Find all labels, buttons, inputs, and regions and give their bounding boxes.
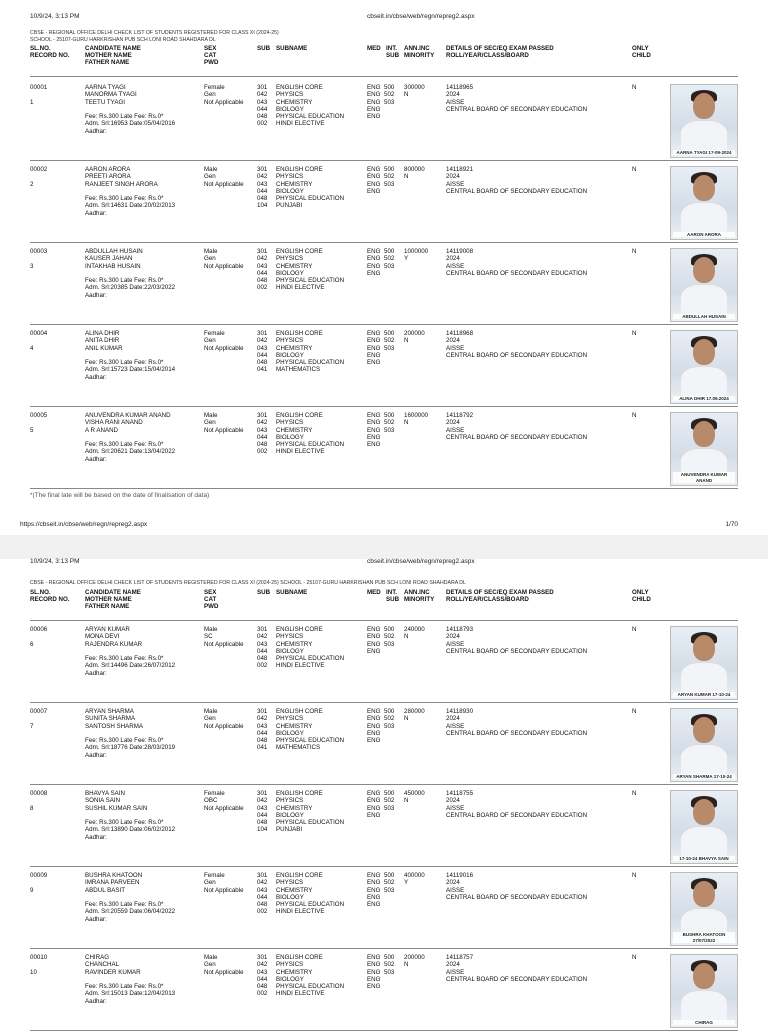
header-divider <box>30 76 738 77</box>
serial-number: 00005 5 <box>30 412 48 434</box>
sex-cat-pwd: Male SC Not Applicable <box>204 626 244 648</box>
exam-passed-details: 14118921 2024 AISSE CENTRAL BOARD OF SECONDARY EDUCATION <box>446 166 588 195</box>
sex-cat-pwd: Male Gen Not Applicable <box>204 708 244 730</box>
subject-codes: 301 042 043 044 048 041 <box>257 330 268 374</box>
subject-names: ENGLISH CORE PHYSICS CHEMISTRY BIOLOGY PHYSICAL EDUCATION PUNJABI <box>276 790 345 834</box>
sex-cat-pwd: Female Gen Not Applicable <box>204 330 244 352</box>
subject-codes: 301 042 043 044 048 104 <box>257 166 268 210</box>
photo-caption: ABDULLAH HUSAIN <box>673 314 735 320</box>
record-divider <box>30 242 738 243</box>
record-divider <box>30 948 738 949</box>
student-record <box>30 166 738 240</box>
candidate-details: ARYAN SHARMA SUNITA SHARMA SANTOSH SHARMA Fee: Rs.300 Late Fee: Rs.0* Adm. Srl:18776 Date:28/03/2019 Aadhar: <box>85 708 176 759</box>
report-title-line2: SCHOOL - 25107-GURU HARKRISHAN PUB SCH LONI ROAD SHAHDARA DL <box>30 37 216 43</box>
internal-subjects: 500 502 503 <box>384 166 395 188</box>
print-datetime: 10/9/24, 3:13 PM <box>30 13 80 20</box>
candidate-details: ABDULLAH HUSAIN KAUSER JAHAN INTAKHAB HUSAIN Fee: Rs.300 Late Fee: Rs.0* Adm. Srl:20385 Date:22/03/2022 Aadhar: <box>85 248 176 299</box>
student-record <box>30 248 738 322</box>
exam-passed-details: 14118930 2024 AISSE CENTRAL BOARD OF SECONDARY EDUCATION <box>446 708 588 737</box>
only-child: N <box>632 872 637 879</box>
subject-codes: 301 042 043 044 048 002 <box>257 626 268 670</box>
subject-names: ENGLISH CORE PHYSICS CHEMISTRY BIOLOGY PHYSICAL EDUCATION HINDI ELECTIVE <box>276 954 345 998</box>
subject-names: ENGLISH CORE PHYSICS CHEMISTRY BIOLOGY PHYSICAL EDUCATION HINDI ELECTIVE <box>276 248 345 292</box>
candidate-details: ALINA DHIR ANITA DHIR ANIL KUMAR Fee: Rs.300 Late Fee: Rs.0* Adm. Srl:15723 Date:15/04/2014 Aadhar: <box>85 330 176 381</box>
student-record <box>30 872 738 946</box>
record-divider <box>30 488 738 489</box>
photo-caption: AARON ARORA <box>673 232 735 238</box>
subject-codes: 301 042 043 044 048 002 <box>257 84 268 128</box>
student-photo <box>670 954 738 1028</box>
subject-names: ENGLISH CORE PHYSICS CHEMISTRY BIOLOGY PHYSICAL EDUCATION HINDI ELECTIVE <box>276 412 345 456</box>
student-photo <box>670 166 738 240</box>
student-photo <box>670 248 738 322</box>
serial-number: 00010 10 <box>30 954 48 976</box>
internal-subjects: 500 502 503 <box>384 330 395 352</box>
photo-caption: BUSHRA KHATOON 27/07/2022 <box>673 932 735 943</box>
medium: ENG ENG ENG ENG ENG <box>367 872 381 909</box>
medium: ENG ENG ENG ENG <box>367 790 381 819</box>
internal-subjects: 500 502 503 <box>384 872 395 894</box>
print-url: cbseit.in/cbse/web/regn/repreg2.aspx <box>367 13 475 20</box>
record-divider <box>30 324 738 325</box>
student-photo <box>670 626 738 700</box>
income-minority: 800000 N <box>404 166 425 181</box>
candidate-details: BUSHRA KHATOON IMRANA PARVEEN ABDUL BASIT Fee: Rs.300 Late Fee: Rs.0* Adm. Srl:20559 Date:06/04/2022 Aadhar: <box>85 872 176 923</box>
exam-passed-details: 14118965 2024 AISSE CENTRAL BOARD OF SECONDARY EDUCATION <box>446 84 588 113</box>
photo-caption: ALINA DHIR 17.09.2024 <box>673 396 735 402</box>
photo-caption: 17-10-24 BHAVYA SAIN <box>673 856 735 862</box>
medium: ENG ENG ENG ENG ENG <box>367 412 381 449</box>
record-divider <box>30 406 738 407</box>
income-minority: 300000 N <box>404 84 425 99</box>
photo-caption: ARYAN SHARMA 17-10-24 <box>673 774 735 780</box>
internal-subjects: 500 502 503 <box>384 84 395 106</box>
student-record <box>30 954 738 1028</box>
income-minority: 240000 N <box>404 626 425 641</box>
subject-names: ENGLISH CORE PHYSICS CHEMISTRY BIOLOGY PHYSICAL EDUCATION HINDI ELECTIVE <box>276 872 345 916</box>
record-divider <box>30 702 738 703</box>
sex-cat-pwd: Male Gen Not Applicable <box>204 954 244 976</box>
internal-subjects: 500 502 503 <box>384 954 395 976</box>
medium: ENG ENG ENG ENG <box>367 166 381 195</box>
page-separator <box>0 535 768 559</box>
late-fee-note: *(The final late will be based on the date of finalisation of data) <box>30 492 210 499</box>
subject-codes: 301 042 043 044 048 002 <box>257 954 268 998</box>
student-record <box>30 626 738 700</box>
subject-names: ENGLISH CORE PHYSICS CHEMISTRY BIOLOGY PHYSICAL EDUCATION HINDI ELECTIVE <box>276 626 345 670</box>
candidate-details: BHAVYA SAIN SONIA SAIN SUSHIL KUMAR SAIN Fee: Rs.300 Late Fee: Rs.0* Adm. Srl:13890 Date:06/02/2012 Aadhar: <box>85 790 176 841</box>
student-photo <box>670 412 738 486</box>
student-record <box>30 790 738 864</box>
income-minority: 400000 Y <box>404 872 425 887</box>
internal-subjects: 500 502 503 <box>384 248 395 270</box>
subject-codes: 301 042 043 044 048 041 <box>257 708 268 752</box>
photo-caption: ARYAN KUMAR 17-10-24 <box>673 692 735 698</box>
subject-names: ENGLISH CORE PHYSICS CHEMISTRY BIOLOGY PHYSICAL EDUCATION PUNJABI <box>276 166 345 210</box>
student-record <box>30 708 738 782</box>
medium: ENG ENG ENG ENG ENG <box>367 84 381 121</box>
header-divider-2 <box>30 620 738 621</box>
student-record <box>30 330 738 404</box>
exam-passed-details: 14118792 2024 AISSE CENTRAL BOARD OF SECONDARY EDUCATION <box>446 412 588 441</box>
income-minority: 200000 N <box>404 330 425 345</box>
candidate-details: CHIRAG CHANCHAL RAVINDER KUMAR Fee: Rs.300 Late Fee: Rs.0* Adm. Srl:15013 Date:12/04/2013 Aadhar: <box>85 954 176 1005</box>
report-title-line1: CBSE - REGIONAL OFFICE DELHI CHECK LIST OF STUDENTS REGISTERED FOR CLASS XI (2024-25) <box>30 30 279 36</box>
report-title-page2: CBSE - REGIONAL OFFICE DELHI CHECK LIST OF STUDENTS REGISTERED FOR CLASS XI (2024-25) SCHOOL - 25107-GURU HARKRISHAN PUB SCH LONI ROAD SHAHDARA DL <box>30 580 466 586</box>
only-child: N <box>632 330 637 337</box>
internal-subjects: 500 502 503 <box>384 626 395 648</box>
serial-number: 00003 3 <box>30 248 48 270</box>
internal-subjects: 500 502 503 <box>384 412 395 434</box>
exam-passed-details: 14118755 2024 AISSE CENTRAL BOARD OF SECONDARY EDUCATION <box>446 790 588 819</box>
medium: ENG ENG ENG ENG ENG <box>367 954 381 991</box>
print-footer-url: https://cbseit.in/cbse/web/regn/repreg2.aspx <box>20 521 148 528</box>
sex-cat-pwd: Female OBC Not Applicable <box>204 790 244 812</box>
medium: ENG ENG ENG ENG <box>367 248 381 277</box>
exam-passed-details: 14118793 2024 AISSE CENTRAL BOARD OF SECONDARY EDUCATION <box>446 626 588 655</box>
student-photo <box>670 872 738 946</box>
sex-cat-pwd: Female Gen Not Applicable <box>204 84 244 106</box>
student-photo <box>670 84 738 158</box>
medium: ENG ENG ENG ENG ENG <box>367 330 381 367</box>
student-record <box>30 412 738 486</box>
record-divider <box>30 866 738 867</box>
medium: ENG ENG ENG ENG ENG <box>367 708 381 745</box>
medium: ENG ENG ENG ENG <box>367 626 381 655</box>
subject-codes: 301 042 043 044 048 002 <box>257 872 268 916</box>
only-child: N <box>632 790 637 797</box>
serial-number: 00001 1 <box>30 84 48 106</box>
subject-codes: 301 042 043 044 048 002 <box>257 248 268 292</box>
subject-names: ENGLISH CORE PHYSICS CHEMISTRY BIOLOGY PHYSICAL EDUCATION MATHEMATICS <box>276 330 345 374</box>
only-child: N <box>632 84 637 91</box>
student-photo <box>670 330 738 404</box>
sex-cat-pwd: Female Gen Not Applicable <box>204 872 244 894</box>
serial-number: 00009 9 <box>30 872 48 894</box>
sex-cat-pwd: Male Gen Not Applicable <box>204 412 244 434</box>
internal-subjects: 500 502 503 <box>384 790 395 812</box>
income-minority: 280000 N <box>404 708 425 723</box>
internal-subjects: 500 502 503 <box>384 708 395 730</box>
student-record <box>30 84 738 158</box>
candidate-details: ARYAN KUMAR MONA DEVI RAJENDRA KUMAR Fee: Rs.300 Late Fee: Rs.0* Adm. Srl:14496 Date:26/07/2012 Aadhar: <box>85 626 176 677</box>
only-child: N <box>632 954 637 961</box>
subject-codes: 301 042 043 044 048 104 <box>257 790 268 834</box>
candidate-details: AARON ARORA PREETI ARORA RANJEET SINGH ARORA Fee: Rs.300 Late Fee: Rs.0* Adm. Srl:14631 Date:20/02/2013 Aadhar: <box>85 166 176 217</box>
exam-passed-details: 14119008 2024 AISSE CENTRAL BOARD OF SECONDARY EDUCATION <box>446 248 588 277</box>
subject-names: ENGLISH CORE PHYSICS CHEMISTRY BIOLOGY PHYSICAL EDUCATION MATHEMATICS <box>276 708 345 752</box>
exam-passed-details: 14118757 2024 AISSE CENTRAL BOARD OF SECONDARY EDUCATION <box>446 954 588 983</box>
photo-caption: AARNA TYAGI 17-09-2024 <box>673 150 735 156</box>
serial-number: 00006 6 <box>30 626 48 648</box>
serial-number: 00008 8 <box>30 790 48 812</box>
candidate-details: ANUVENDRA KUMAR ANAND VISHA RANI ANAND A R ANAND Fee: Rs.300 Late Fee: Rs.0* Adm. Srl:20621 Date:13/04/2022 Aadhar: <box>85 412 176 463</box>
only-child: N <box>632 248 637 255</box>
exam-passed-details: 14119016 2024 AISSE CENTRAL BOARD OF SECONDARY EDUCATION <box>446 872 588 901</box>
only-child: N <box>632 412 637 419</box>
photo-caption: CHIRAG <box>673 1020 735 1026</box>
income-minority: 1600000 N <box>404 412 429 427</box>
record-divider <box>30 160 738 161</box>
income-minority: 450000 N <box>404 790 425 805</box>
sex-cat-pwd: Male Gen Not Applicable <box>204 248 244 270</box>
serial-number: 00007 7 <box>30 708 48 730</box>
only-child: N <box>632 166 637 173</box>
record-divider <box>30 784 738 785</box>
sex-cat-pwd: Male Gen Not Applicable <box>204 166 244 188</box>
only-child: N <box>632 626 637 633</box>
only-child: N <box>632 708 637 715</box>
page-number: 1/70 <box>725 521 738 528</box>
serial-number: 00002 2 <box>30 166 48 188</box>
serial-number: 00004 4 <box>30 330 48 352</box>
subject-names: ENGLISH CORE PHYSICS CHEMISTRY BIOLOGY PHYSICAL EDUCATION HINDI ELECTIVE <box>276 84 345 128</box>
student-photo <box>670 790 738 864</box>
student-photo <box>670 708 738 782</box>
photo-caption: ANUVENDRA KUMAR ANAND <box>673 472 735 483</box>
exam-passed-details: 14118968 2024 AISSE CENTRAL BOARD OF SECONDARY EDUCATION <box>446 330 588 359</box>
income-minority: 1000000 Y <box>404 248 429 263</box>
income-minority: 200000 N <box>404 954 425 969</box>
subject-codes: 301 042 043 044 048 002 <box>257 412 268 456</box>
candidate-details: AARNA TYAGI MANORMA TYAGI TEETU TYAGI Fee: Rs.300 Late Fee: Rs.0* Adm. Srl:16953 Date:05/04/2016 Aadhar: <box>85 84 176 135</box>
